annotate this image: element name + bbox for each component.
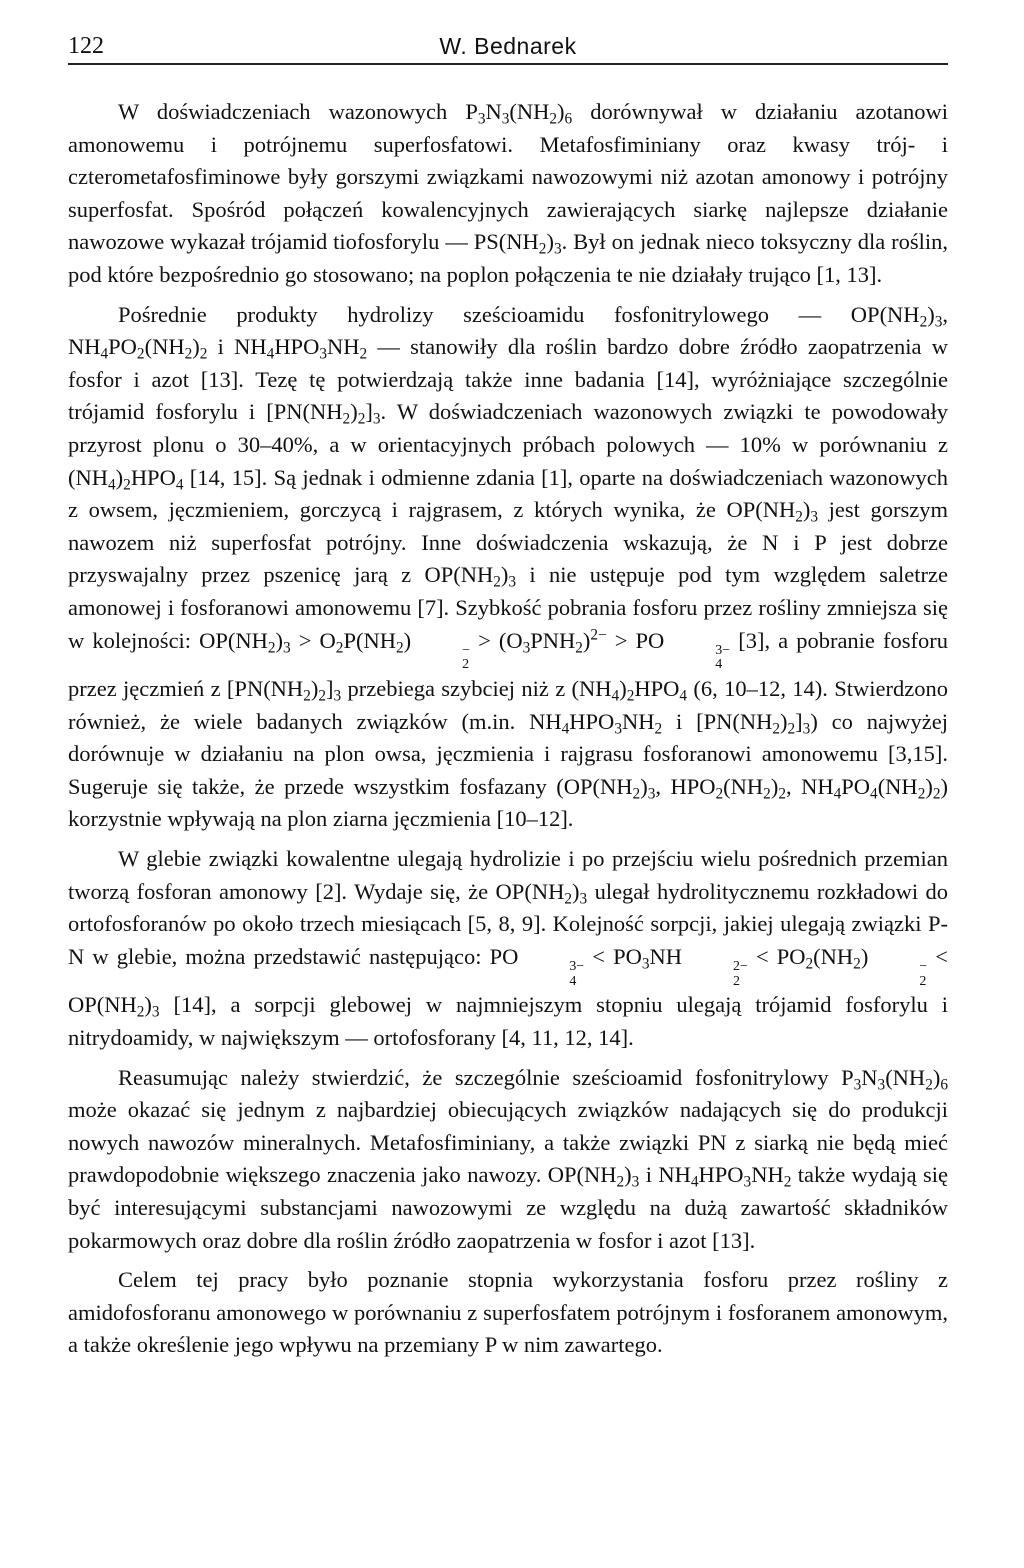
page-number: 122: [68, 33, 104, 59]
paragraph-2: Pośrednie produkty hydrolizy sześcioamidu fosfonitrylowego — $OP(NH_2)_3$, $NH_4PO_2(NH_2)_2$ i $NH_4HPO_3NH_2$ — stanowiły dla roślin bardzo dobre źródło zaopatrzenia w fosfor i azot [13]. Tezę tę potwierdzają także inne badania [14], wyróżniające szczególnie trójamid fosforylu i $[PN(NH_2)_2]_3$. W doświadczeniach wazonowych związki te powodowały przyrost plonu o 30–40%, a w orientacyjnych próbach polowych — 10% w porównaniu z $(NH_4)_2HPO_4$ [14, 15]. Są jednak i odmienne zdania [1], oparte na doświadczeniach wazonowych z owsem, jęczmieniem, gorczycą i rajgrasem, z których wynika, że $OP(NH_2)_3$ jest gorszym nawozem niż superfosfat potrójny. Inne doświadczenia wskazują, że N i P jest dobrze przyswajalny przez pszenicę jarą z $OP(NH_2)_3$ i nie ustępuje pod tym względem saletrze amonowej i fosforanowi amonowemu [7]. Szybkość pobrania fosforu przez rośliny zmniejsza się w kolejności: $OP(NH_2)_3 > O_2P(NH_2)$ − 2 > $(O_3PNH_2)^{2-}$ > PO 3− 4 [3], a pobranie fosforu przez jęczmień z $[PN(NH_2)_2]_3$ przebiega szybciej niż z $(NH_4)_2HPO_4$ (6, 10–12, 14). Stwierdzono również, że wiele badanych związków (m.in. $NH_4HPO_3NH_2$ i $[PN(NH_2)_2]_3$) co najwyżej dorównuje w działaniu na plon owsa, jęczmienia i rajgrasu fosforanowi amonowemu [3,15]. Sugeruje się także, że przede wszystkim fosfazany ($OP(NH_2)_3$, $HPO_2(NH_2)_2$, $NH_4PO_4(NH_2)_2$) korzystnie wpływają na plon ziarna jęczmienia [10–12].: [68, 301, 949, 832]
running-head-author: W. Bednarek: [439, 33, 577, 59]
paragraph-1: W doświadczeniach wazonowych $P_3N_3(NH_2)_6$ dorównywał w działaniu azotanowi amonowemu i potrójnemu superfosfatowi. Metafosfiminiany oraz kwasy trój- i czterometafosfiminowe były gorszymi związkami nawozowymi niż azotan amonowy i potrójny superfosfat. Spośród połączeń kowalencyjnych zawierających siarkę najlepsze działanie nawozowe wykazał trójamid tiofosforylu — $PS(NH_2)_3$. Był on jednak nieco toksyczny dla roślin, pod które bezpośrednio go stosowano; na poplon połączenia te nie działały trująco [1, 13].: [68, 99, 948, 287]
header-rule: [68, 63, 948, 65]
paragraph-4: Reasumując należy stwierdzić, że szczególnie sześcioamid fosfonitrylowy $P_3N_3(NH_2)_6$ może okazać się jednym z najbardziej obiecujących związków nadających się do produkcji nowych nawozów mineralnych. Metafosfiminiany, a także związki PN z siarką nie będą mieć prawdopodobnie większego znaczenia jako nawozy. $OP(NH_2)_3$ i $NH_4HPO_3NH_2$ także wydają się być interesującymi substancjami nawozowymi ze względu na dużą zawartość składników pokarmowych oraz dobre dla roślin źródło zaopatrzenia w fosfor i azot [13].: [68, 1064, 948, 1253]
paragraph-3: W glebie związki kowalentne ulegają hydrolizie i po przejściu wielu pośrednich przemian tworzą fosforan amonowy [2]. Wydaje się, że $OP(NH_2)_3$ ulegał hydrolitycznemu rozkładowi do ortofosforanów po około trzech miesiącach [5, 8, 9]. Kolejność sorpcji, jakiej ulegają związki P-N w glebie, można przedstawić następująco: PO 3− 4 < $PO_3NH$ 2− 2 < $PO_2(NH_2)$ − 2 < $OP(NH_2)_3$ [14], a sorpcji glebowej w najmniejszym stopniu ulegają trójamid fosforylu i nitrydoamidy, w największym — ortofosforany [4, 11, 12, 14].: [68, 846, 948, 1050]
paragraph-5: Celem tej pracy było poznanie stopnia wykorzystania fosforu przez rośliny z amidofosforanu amonowego w porównaniu z superfosfatem potrójnym i fosforanem amonowym, a także określenie jego wpływu na przemiany P w nim zawartego.: [68, 1267, 948, 1358]
body-text: [68, 96, 948, 1369]
running-header: [68, 28, 948, 62]
